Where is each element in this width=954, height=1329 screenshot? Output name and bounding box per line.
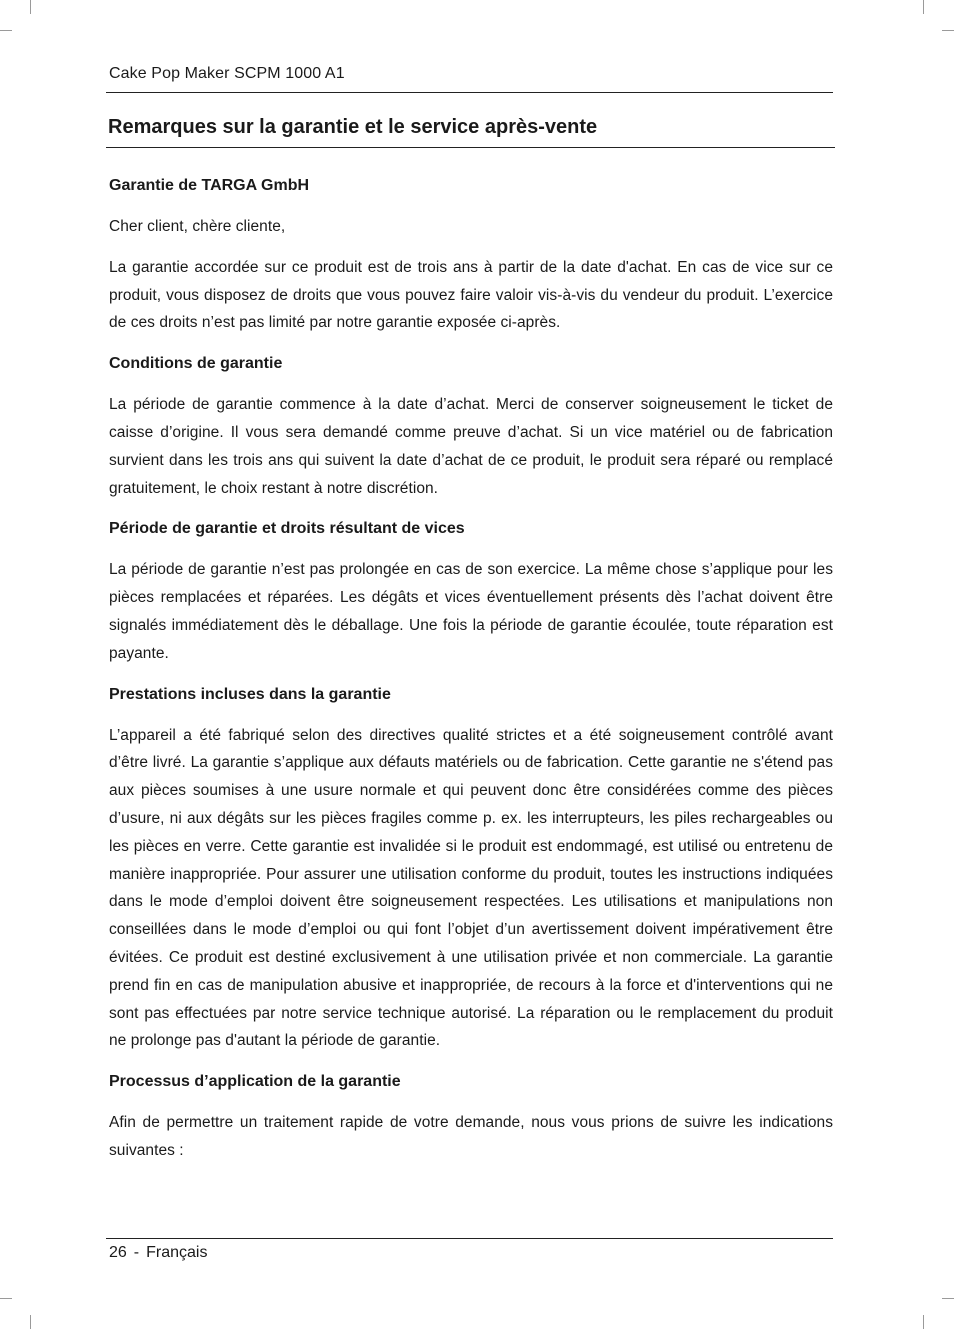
footer-rule: [106, 1238, 833, 1239]
running-header: Cake Pop Maker SCPM 1000 A1: [109, 65, 345, 82]
section-title: Garantie de TARGA GmbH: [109, 177, 310, 194]
page-number: 26: [109, 1244, 127, 1261]
crop-mark-bottom-right-v: [923, 1315, 924, 1329]
heading-rule: [106, 147, 835, 148]
crop-mark-top-left-h: [0, 30, 12, 31]
page-footer: [109, 1242, 207, 1264]
crop-mark-bottom-left-v: [30, 1315, 31, 1329]
paragraph: La période de garantie commence à la date d’achat. Merci de conserver soigneusement le ticket de caisse d’origine. Il vous sera demandé comme preuve d’achat. Si un vice matériel ou de fabrication survient dans les trois ans qui suivent la date d’achat de ce produit, le produit sera réparé ou remplacé gratuitement, le choix restant à notre discrétion.: [109, 396, 833, 497]
section-title: Prestations incluses dans la garantie: [109, 685, 391, 703]
section-title: Période de garantie et droits résultant de vices: [109, 520, 465, 538]
header-rule: [106, 92, 833, 93]
section-warranty-process: [109, 1068, 833, 1165]
section-targa-warranty: [109, 172, 833, 337]
crop-mark-bottom-left-h: [0, 1298, 12, 1299]
section-warranty-period: [109, 515, 833, 667]
page-heading: Remarques sur la garantie et le service après-vente: [108, 116, 598, 138]
paragraph: L’appareil a été fabriqué selon des directives qualité strictes et a été soigneusement contrôlé avant d’être livré. La garantie s’applique aux défauts matériels ou de fabrication. Cette garantie ne s'étend pas aux pièces soumises à une usure normale et qui peuvent donc être considérées comme des pièces d’usure, ni aux dégâts sur les pièces fragiles comme p. ex. les interrupteurs, les piles rechargeables ou les pièces en verre. Cette garantie est invalidée si le produit est endommagé, est utilisé ou entretenu de manière inappropriée. Pour assurer une utilisation conforme du produit, toutes les instructions indiquées dans le mode d’emploi doivent être soigneusement respectées. Les utilisations et manipulations non conseillées dans le mode d’emploi ou qui font l’objet d’un avertissement doivent impérativement être évitées. Ce produit est destiné exclusivement à une utilisation privée et non commerciale. La garantie prend fin en cas de manipulation abusive et inappropriée, de recours à la force et d'interventions qui ne sont pas effectuées par notre service technique autorisé. La réparation ou le remplacement du produit ne prolonge pas d'autant la période de garantie.: [109, 726, 833, 1050]
section-warranty-conditions: [109, 350, 833, 502]
section-warranty-coverage: [109, 681, 833, 1056]
salutation: Cher client, chère cliente,: [109, 218, 286, 235]
paragraph: La garantie accordée sur ce produit est de trois ans à partir de la date d'achat. En cas de vice sur ce produit, vous disposez de droits que vous pouvez faire valoir vis-à-vis du vendeur du produit. L’exercice de ces droits n’est pas limité par notre garantie exposée ci-après.: [109, 258, 833, 332]
footer-separator: -: [133, 1244, 140, 1261]
crop-mark-top-right-v: [923, 0, 924, 14]
crop-mark-top-left-v: [30, 0, 31, 14]
section-title: Conditions de garantie: [109, 355, 283, 373]
document-body: [109, 172, 833, 1178]
crop-mark-top-right-h: [942, 30, 954, 31]
section-title: Processus d’application de la garantie: [109, 1073, 401, 1091]
crop-mark-bottom-right-h: [942, 1298, 954, 1299]
footer-language: Français: [146, 1244, 208, 1261]
paragraph: Afin de permettre un traitement rapide de votre demande, nous vous prions de suivre les indications suivantes :: [109, 1114, 833, 1159]
paragraph: La période de garantie n’est pas prolongée en cas de son exercice. La même chose s’applique pour les pièces remplacées et réparées. Les dégâts et vices éventuellement présents dès l’achat doivent être signalés immédiatement dès le déballage. Une fois la période de garantie écoulée, toute réparation est payante.: [109, 561, 833, 662]
